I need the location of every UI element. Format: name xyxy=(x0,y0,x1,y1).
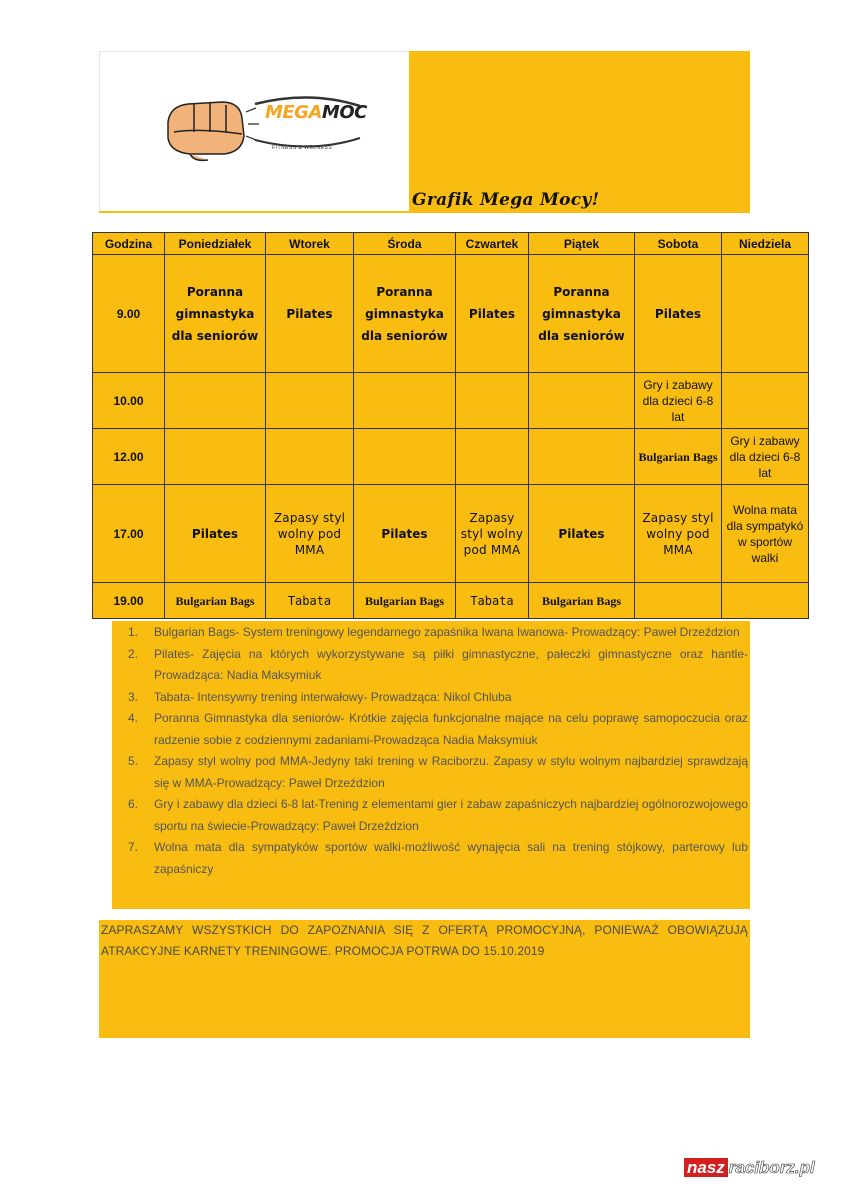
header-banner xyxy=(409,51,750,213)
time-cell: 9.00 xyxy=(93,255,165,373)
column-header: Czwartek xyxy=(456,233,529,255)
table-row xyxy=(93,373,809,429)
class-cell: Pilates xyxy=(635,255,722,373)
class-cell: Poranna gimnastyka dla seniorów xyxy=(354,255,456,373)
class-cell xyxy=(722,255,809,373)
table-row xyxy=(93,255,809,373)
class-cell: Bulgarian Bags xyxy=(165,583,266,619)
class-cell: Pilates xyxy=(266,255,354,373)
class-cell: Tabata xyxy=(456,583,529,619)
schedule-header-row xyxy=(93,233,809,255)
class-cell xyxy=(266,429,354,485)
class-cell: Poranna gimnastyka dla seniorów xyxy=(165,255,266,373)
watermark-part-domain: raciborz.pl xyxy=(728,1158,815,1177)
table-row xyxy=(93,583,809,619)
list-item: 4. Poranna Gimnastyka dla seniorów- Krótkie zajęcia funkcjonalne mające na celu poprawę samopoczucia oraz radzenie sobie z codziennymi zadaniami-Prowadząca Nadia Maksymiuk xyxy=(128,711,748,747)
watermark-part-nasz: nasz xyxy=(683,1157,729,1178)
class-cell: Bulgarian Bags xyxy=(635,429,722,485)
column-header: Piątek xyxy=(529,233,635,255)
column-header: Sobota xyxy=(635,233,722,255)
column-header: Niedziela xyxy=(722,233,809,255)
class-cell: Gry i zabawy dla dzieci 6-8 lat xyxy=(635,373,722,429)
class-cell: Pilates xyxy=(456,255,529,373)
class-cell: Bulgarian Bags xyxy=(354,583,456,619)
schedule-table xyxy=(92,232,809,619)
time-cell: 10.00 xyxy=(93,373,165,429)
site-watermark[interactable] xyxy=(683,1158,815,1178)
page-title: Grafik Mega Mocy! xyxy=(412,190,600,210)
header-strip xyxy=(99,211,750,213)
table-row xyxy=(93,485,809,583)
column-header: Godzina xyxy=(93,233,165,255)
class-cell xyxy=(165,429,266,485)
logo-wordmark: MEGAMOC xyxy=(265,102,367,123)
class-cell xyxy=(354,373,456,429)
time-cell: 19.00 xyxy=(93,583,165,619)
list-item: 2. Pilates- Zajęcia na których wykorzystywane są piłki gimnastyczne, pałeczki gimnastyczne oraz hantle- Prowadząca: Nadia Maksymiuk xyxy=(128,646,748,682)
class-legend-list xyxy=(112,622,750,880)
class-cell xyxy=(456,373,529,429)
class-cell: Pilates xyxy=(165,485,266,583)
column-header: Poniedziałek xyxy=(165,233,266,255)
class-cell xyxy=(529,373,635,429)
list-item: 6. Gry i zabawy dla dzieci 6-8 lat-Trening z elementami gier i zabaw zapaśniczych najbardziej ogólnorozwojowego sportu na świecie-Prowadzący: Paweł Drzeździon xyxy=(128,797,748,833)
promo-text: ZAPRASZAMY WSZYSTKICH DO ZAPOZNANIA SIĘ Z OFERTĄ PROMOCYJNĄ, PONIEWAŻ OBOWIĄZUJĄ ATRAKCYJNE KARNETY TRENINGOWE. PROMOCJA POTRWA DO 15.10.2019 xyxy=(101,923,748,958)
class-cell xyxy=(529,429,635,485)
column-header: Wtorek xyxy=(266,233,354,255)
promo-box xyxy=(99,920,750,1038)
table-row xyxy=(93,429,809,485)
class-cell xyxy=(635,583,722,619)
class-cell: Zapasy styl wolny pod MMA xyxy=(635,485,722,583)
class-cell: Pilates xyxy=(529,485,635,583)
list-item: 5. Zapasy styl wolny pod MMA-Jedyny taki trening w Raciborzu. Zapasy w stylu wolnym najbardziej sprawdzają się w MMA-Prowadzący: Paweł Drzeździon xyxy=(128,754,748,790)
class-cell: Pilates xyxy=(354,485,456,583)
class-cell xyxy=(722,583,809,619)
class-cell: Wolna mata dla sympatykó w sportów walki xyxy=(722,485,809,583)
class-cell: Bulgarian Bags xyxy=(529,583,635,619)
class-cell: Zapasy styl wolny pod MMA xyxy=(266,485,354,583)
class-cell: Zapasy styl wolny pod MMA xyxy=(456,485,529,583)
class-cell xyxy=(456,429,529,485)
class-cell: Gry i zabawy dla dzieci 6-8 lat xyxy=(722,429,809,485)
logo-subtitle: FITNESS & WELNESS xyxy=(272,145,333,151)
column-header: Środa xyxy=(354,233,456,255)
list-item: 1. Bulgarian Bags- System treningowy legendarnego zapaśnika Iwana Iwanowa- Prowadzący: Paweł Drzeździon xyxy=(128,625,740,639)
list-item: 7. Wolna mata dla sympatyków sportów walki-możliwość wynajęcia sali na trening stójkowy, parterowy lub zapaśniczy xyxy=(128,840,748,876)
class-cell: Tabata xyxy=(266,583,354,619)
time-cell: 12.00 xyxy=(93,429,165,485)
class-cell: Poranna gimnastyka dla seniorów xyxy=(529,255,635,373)
class-cell xyxy=(354,429,456,485)
time-cell: 17.00 xyxy=(93,485,165,583)
class-cell xyxy=(165,373,266,429)
class-cell xyxy=(722,373,809,429)
class-cell xyxy=(266,373,354,429)
list-item: 3. Tabata- Intensywny trening interwałowy- Prowadząca: Nikol Chluba xyxy=(128,689,512,704)
